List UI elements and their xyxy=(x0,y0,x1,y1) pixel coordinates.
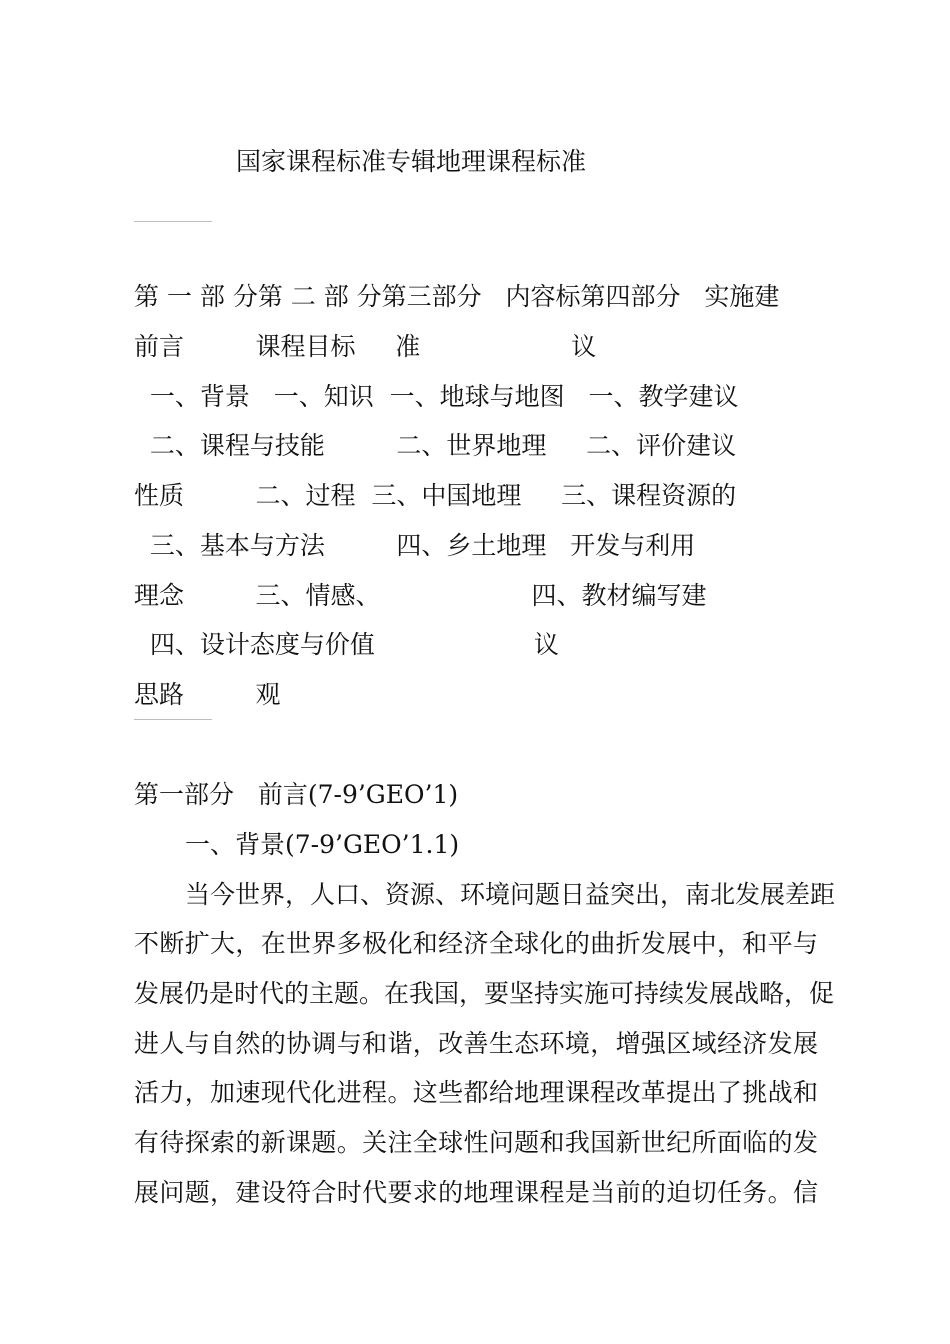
paragraph-line: 发展仍是时代的主题。在我国，要坚持实施可持续发展战略，促 xyxy=(134,979,835,1008)
toc-row: 思路 观 xyxy=(134,680,281,709)
paragraph-line: 有待探索的新课题。关注全球性问题和我国新世纪所面临的发 xyxy=(134,1128,818,1157)
section-heading: 第一部分 前言(7-9’GEO’1) xyxy=(134,780,459,809)
paragraph-line: 活力，加速现代化进程。这些都给地理课程改革提出了挑战和 xyxy=(134,1078,818,1107)
paragraph-line: 不断扩大，在世界多极化和经济全球化的曲折发展中，和平与 xyxy=(134,929,818,958)
toc-row: 理念 三、情感、 四、教材编写建 xyxy=(134,581,707,610)
toc-row: 四、设计态度与价值 议 xyxy=(134,630,559,659)
paragraph-line: 进人与自然的协调与和谐，改善生态环境，增强区域经济发展 xyxy=(134,1029,818,1058)
paragraph-line: 展问题，建设符合时代要求的地理课程是当前的迫切任务。信 xyxy=(134,1178,818,1207)
toc-row: 前言 课程目标 准 议 xyxy=(134,332,597,361)
toc-row: 一、背景 一、知识 一、地球与地图 一、教学建议 xyxy=(134,382,739,411)
section-subheading: 一、背景(7-9’GEO’1.1) xyxy=(185,830,460,859)
toc-row: 三、基本与方法 四、乡土地理 开发与利用 xyxy=(134,531,696,560)
toc-bottom-divider xyxy=(134,719,212,720)
toc-row: 第 一 部 分第 二 部 分第三部分 内容标第四部分 实施建 xyxy=(134,282,780,311)
toc-row: 性质 二、过程 三、中国地理 三、课程资源的 xyxy=(134,481,737,510)
paragraph-line: 当今世界，人口、资源、环境问题日益突出，南北发展差距 xyxy=(185,880,836,909)
document-title: 国家课程标准专辑地理课程标准 xyxy=(236,147,587,176)
toc-row: 二、课程与技能 二、世界地理 二、评价建议 xyxy=(134,431,737,460)
toc-top-divider xyxy=(134,221,212,222)
